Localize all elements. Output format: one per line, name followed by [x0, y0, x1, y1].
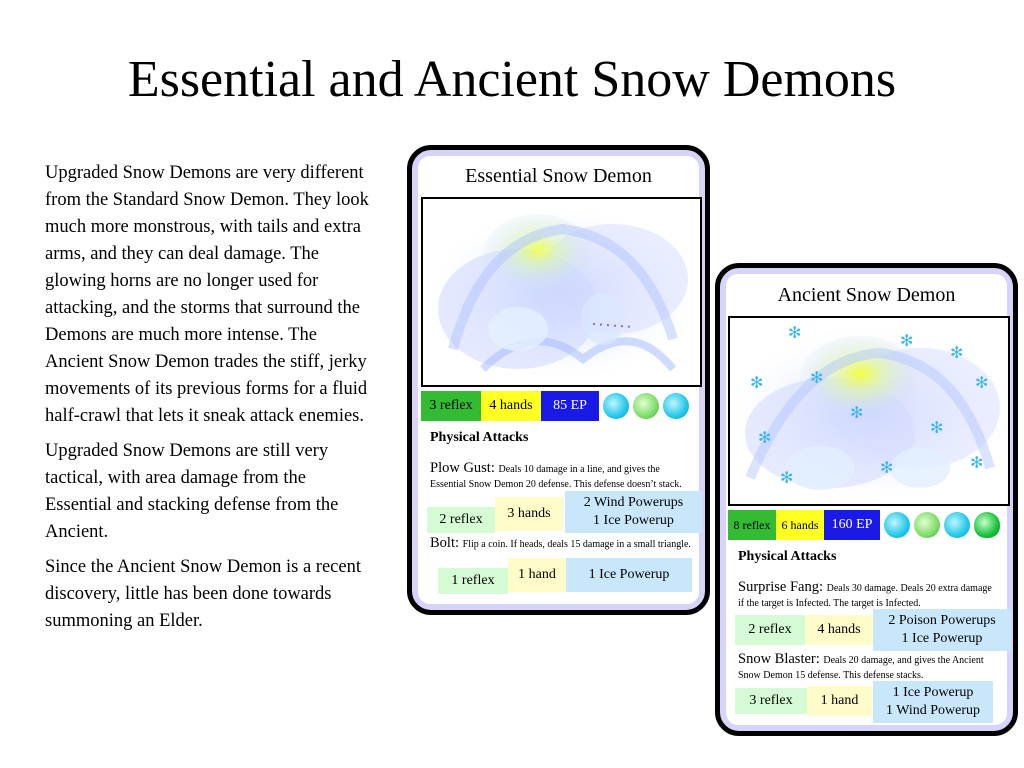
cost-hands: 3 hands — [495, 497, 563, 531]
cost-hands: 1 hand — [807, 686, 872, 716]
hands-stat: 4 hands — [481, 391, 541, 421]
svg-text:✻: ✻ — [950, 343, 964, 362]
hands-stat: 6 hands — [776, 510, 824, 540]
attack-description: Flip a coin. If heads, deals 15 damage in a small triangle. — [462, 539, 691, 550]
ice-gem-icon — [603, 393, 629, 419]
section-heading: Physical Attacks — [738, 549, 837, 564]
card-name: Essential Snow Demon — [465, 165, 652, 187]
svg-text:✻: ✻ — [970, 453, 984, 472]
svg-text:✻: ✻ — [850, 403, 864, 422]
cost-poison-powerups: 2 Poison Powerups — [888, 613, 996, 628]
slide-title: Essential and Ancient Snow Demons — [127, 51, 897, 108]
paragraph-2: Upgraded Snow Demons are still very tactical, with area damage from the Essential and stacking defense from the Ancient. — [45, 441, 339, 542]
paragraph-1: Upgraded Snow Demons are very different from the Standard Snow Demon. They look much more monstrous, with tails and extra arms, and they can deal damage. The glowing horns are no longer used for attacking, and the storms that surround the Demons are much more intense. The Ancient Snow Demon trades the stiff, jerky movements of its previous forms for a fluid half-crawl that lets it sneak attack enemies. — [45, 163, 369, 426]
cost-ice-powerup: 1 Ice Powerup — [892, 685, 974, 700]
attack-surprise-fang — [738, 580, 1000, 610]
attack-description: Deals 10 damage in a line, and gives the Essential Snow Demon 20 defense. This defense doesn’t stack. — [430, 464, 682, 490]
ice-gem-icon — [884, 512, 910, 538]
card-name: Ancient Snow Demon — [777, 284, 956, 306]
svg-text:✻: ✻ — [900, 331, 914, 350]
ep-stat: 85 EP — [541, 391, 599, 421]
essential-snow-demon-art — [421, 197, 702, 387]
cost-reflex: 3 reflex — [735, 688, 807, 714]
poison-gem-icon — [974, 512, 1000, 538]
attack-description: Deals 20 damage, and gives the Ancient Snow Demon 15 defense. This defense stacks. — [738, 655, 984, 681]
attack-name: Snow Blaster: — [738, 651, 820, 667]
attack-snow-blaster — [738, 652, 1000, 682]
stat-row — [421, 391, 689, 421]
essential-snow-demon-card — [407, 145, 710, 615]
attack-name: Surprise Fang: — [738, 579, 823, 595]
svg-text:✻: ✻ — [880, 458, 894, 477]
attack-plow-gust — [430, 461, 692, 491]
svg-text:✻: ✻ — [975, 373, 989, 392]
cost-ice-powerup: 1 Ice Powerup — [593, 513, 674, 528]
cost-ice-powerup: 1 Ice Powerup — [901, 631, 983, 646]
svg-text:✻: ✻ — [788, 323, 802, 342]
cost-reflex: 2 reflex — [735, 615, 805, 645]
reflex-stat: 8 reflex — [728, 510, 776, 540]
svg-text:✻: ✻ — [780, 468, 794, 487]
cost-reflex: 2 reflex — [427, 507, 495, 533]
ep-stat: 160 EP — [824, 510, 880, 540]
stat-row — [728, 510, 1000, 540]
cost-powerups — [873, 681, 993, 723]
ancient-snow-demon-card — [715, 263, 1018, 736]
section-heading: Physical Attacks — [430, 430, 529, 445]
cost-wind-powerups: 2 Wind Powerups — [583, 495, 684, 510]
cost-ice-powerup: 1 Ice Powerup — [566, 558, 692, 592]
attack-name: Bolt: — [430, 535, 460, 551]
reflex-stat: 3 reflex — [421, 391, 481, 421]
ice-gem-icon — [944, 512, 970, 538]
attack-bolt — [430, 536, 692, 551]
svg-text:✻: ✻ — [810, 368, 824, 387]
svg-text:✻: ✻ — [758, 428, 772, 447]
ancient-snow-demon-art — [728, 316, 1010, 506]
cost-hands: 4 hands — [805, 615, 873, 645]
wind-gem-icon — [633, 393, 659, 419]
cost-reflex: 1 reflex — [438, 568, 508, 594]
attack-name: Plow Gust: — [430, 460, 495, 476]
paragraph-3: Since the Ancient Snow Demon is a recent discovery, little has been done towards summoning an Elder. — [45, 557, 361, 631]
cost-wind-powerup: 1 Wind Powerup — [885, 703, 981, 718]
attack-description: Deals 30 damage. Deals 20 extra damage if the target is Infected. The target is Infected. — [738, 583, 992, 609]
cost-hands: 1 hand — [508, 558, 566, 592]
svg-text:✻: ✻ — [750, 373, 764, 392]
ice-gem-icon — [663, 393, 689, 419]
cost-powerups — [565, 491, 702, 533]
cost-powerups — [873, 609, 1011, 651]
wind-gem-icon — [914, 512, 940, 538]
description-text — [45, 160, 375, 643]
svg-text:✻: ✻ — [930, 418, 944, 437]
